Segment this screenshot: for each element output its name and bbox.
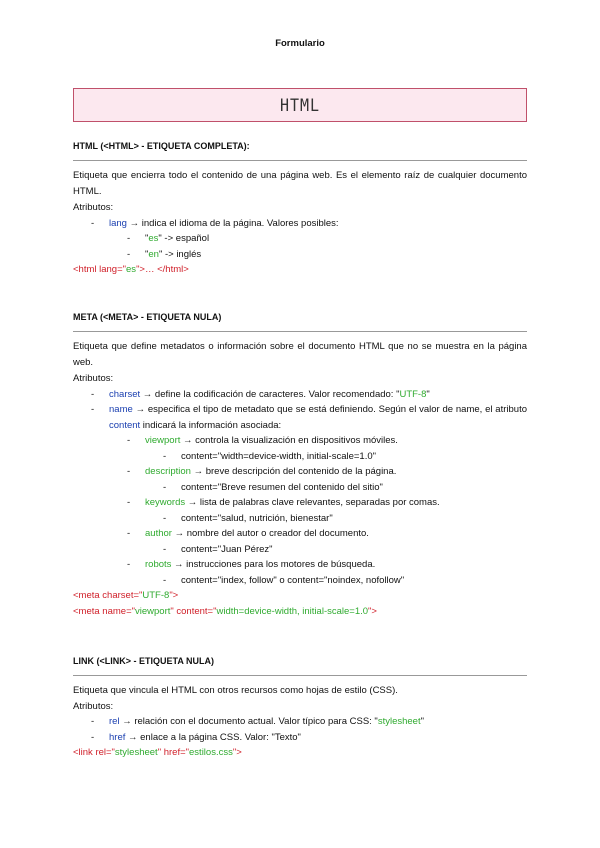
attr-content-word: content bbox=[109, 419, 141, 431]
attr-name: charset bbox=[109, 388, 141, 400]
meta-content: content="Breve resumen del contenido del sitio" bbox=[181, 481, 383, 493]
meta-desc: → lista de palabras clave relevantes, separadas por comas. bbox=[185, 497, 440, 508]
meta-heading: META (<META> - ETIQUETA NULA) bbox=[73, 312, 222, 322]
code-part: <link rel=" bbox=[73, 747, 115, 758]
attributes-label: Atributos: bbox=[73, 700, 114, 712]
list-item-href: - href → enlace a la página CSS. Valor: "Texto" bbox=[91, 731, 301, 743]
divider bbox=[73, 331, 527, 332]
quote: " bbox=[145, 248, 149, 260]
attr-name: href bbox=[109, 731, 126, 743]
attr-name: rel bbox=[109, 716, 120, 727]
meta-content: content="salud, nutrición, bienestar" bbox=[181, 512, 333, 524]
meta-key: viewport bbox=[145, 435, 181, 446]
code-part: <meta charset=" bbox=[73, 590, 143, 601]
code-value: width=device-width, initial-scale=1.0 bbox=[216, 605, 369, 617]
list-item-lang: - lang → indica el idioma de la página. Valores posibles: bbox=[91, 217, 339, 229]
code-part: "> bbox=[169, 590, 179, 601]
list-item-rel: - rel → relación con el documento actual. Valor típico para CSS: "stylesheet" bbox=[91, 716, 424, 727]
code-value: viewport bbox=[135, 605, 171, 617]
attr-name: name bbox=[109, 404, 133, 415]
attr-desc: indicará la información asociada: bbox=[140, 419, 282, 431]
value-es: es bbox=[148, 233, 159, 244]
attr-name: lang bbox=[109, 217, 127, 229]
list-item-author: - author → nombre del autor o creador del documento. bbox=[127, 528, 369, 539]
attr-desc: → define la codificación de caracteres. Valor recomendado: " bbox=[140, 388, 400, 400]
attr-desc: → indica el idioma de la página. Valores posibles: bbox=[126, 217, 339, 229]
value-desc: -> inglés bbox=[162, 248, 202, 260]
meta-key: author bbox=[145, 528, 172, 539]
list-item-keywords: - keywords → lista de palabras clave relevantes, separadas por comas. bbox=[127, 497, 440, 508]
list-item-viewport: - viewport → controla la visualización en dispositivos móviles. bbox=[127, 435, 398, 446]
code-part: "> bbox=[368, 605, 377, 617]
section-banner bbox=[73, 88, 527, 122]
attributes-label: Atributos: bbox=[73, 202, 114, 213]
html-section bbox=[73, 139, 527, 278]
link-description: Etiqueta que vincula el HTML con otros recursos como hojas de estilo (CSS). bbox=[73, 685, 398, 696]
attr-value: UTF-8 bbox=[399, 388, 427, 400]
quote: " bbox=[145, 233, 149, 244]
quote: " bbox=[420, 716, 424, 727]
list-item-content: - content="Breve resumen del contenido del sitio" bbox=[163, 481, 383, 493]
banner-title: HTML bbox=[279, 94, 321, 116]
code-example bbox=[73, 262, 527, 278]
html-heading: HTML (<HTML> - ETIQUETA COMPLETA): bbox=[73, 141, 250, 151]
code-part: <html lang=" bbox=[73, 264, 127, 275]
html-description: Etiqueta que encierra todo el contenido de una página web. Es el elemento raíz de cualquier documento HTML. bbox=[73, 170, 527, 197]
link-section bbox=[73, 654, 527, 761]
link-heading: LINK (<LINK> - ETIQUETA NULA) bbox=[73, 656, 214, 666]
code-value: es bbox=[126, 264, 137, 275]
quote: " bbox=[426, 388, 430, 400]
divider bbox=[73, 675, 527, 676]
meta-key: robots bbox=[145, 559, 172, 570]
value-en: en bbox=[148, 248, 159, 260]
quote: " bbox=[158, 248, 163, 260]
meta-section bbox=[73, 310, 527, 619]
list-item-value: - "es" -> español bbox=[127, 233, 210, 244]
meta-desc: → instrucciones para los motores de búsqueda. bbox=[171, 559, 376, 570]
meta-content: content="width=device-width, initial-scale=1.0" bbox=[181, 450, 377, 462]
meta-desc: → controla la visualización en dispositivos móviles. bbox=[180, 435, 398, 446]
meta-key: keywords bbox=[145, 497, 186, 508]
list-item-charset: - charset → define la codificación de caracteres. Valor recomendado: "UTF-8" bbox=[91, 388, 430, 400]
list-item-content: - content="width=device-width, initial-scale=1.0" bbox=[163, 450, 377, 462]
code-value: estilos.css bbox=[189, 747, 233, 758]
list-item-content: - content="index, follow" o content="noindex, nofollow" bbox=[163, 574, 405, 586]
meta-description: Etiqueta que define metadatos o información sobre el documento HTML que no se muestra en la página web. bbox=[73, 341, 527, 368]
page-title: Formulario bbox=[275, 38, 325, 49]
divider bbox=[73, 160, 527, 161]
list-item-value: - "en" -> inglés bbox=[127, 248, 202, 260]
meta-desc: → nombre del autor o creador del documento. bbox=[171, 528, 369, 539]
meta-desc: → breve descripción del contenido de la página. bbox=[190, 466, 397, 477]
meta-key: description bbox=[145, 466, 191, 477]
code-part: " href=" bbox=[157, 747, 190, 758]
list-item-description: - description → breve descripción del contenido de la página. bbox=[127, 466, 397, 477]
code-part: "> bbox=[232, 747, 242, 758]
code-value: stylesheet bbox=[114, 747, 158, 758]
meta-content: content="Juan Pérez" bbox=[181, 543, 273, 555]
code-part: ">… </html> bbox=[136, 264, 189, 275]
attr-value: stylesheet bbox=[377, 716, 421, 727]
quote: " bbox=[158, 233, 162, 244]
meta-content: content="index, follow" o content="noindex, nofollow" bbox=[181, 574, 405, 586]
list-item-content: - content="salud, nutrición, bienestar" bbox=[163, 512, 333, 524]
attr-desc: → enlace a la página CSS. Valor: "Texto" bbox=[125, 731, 301, 743]
list-item-content: - content="Juan Pérez" bbox=[163, 543, 273, 555]
code-part: " content=" bbox=[170, 605, 217, 617]
code-example bbox=[73, 604, 527, 620]
code-example bbox=[73, 588, 527, 604]
attributes-label: Atributos: bbox=[73, 373, 114, 384]
code-value: UTF-8 bbox=[142, 590, 170, 601]
attr-desc: → relación con el documento actual. Valor típico para CSS: " bbox=[119, 716, 378, 727]
attr-desc: → especifica el tipo de metadato que se está definiendo. Según el valor de name, el atributo bbox=[132, 404, 527, 415]
list-item-name: - name → especifica el tipo de metadato que se está definiendo. Según el valor de name, el atributo content indicará la información asociada: bbox=[91, 404, 527, 431]
code-example bbox=[73, 745, 527, 761]
value-desc: -> español bbox=[161, 233, 210, 244]
code-part: <meta name=" bbox=[73, 605, 135, 617]
list-item-robots: - robots → instrucciones para los motores de búsqueda. bbox=[127, 559, 376, 570]
